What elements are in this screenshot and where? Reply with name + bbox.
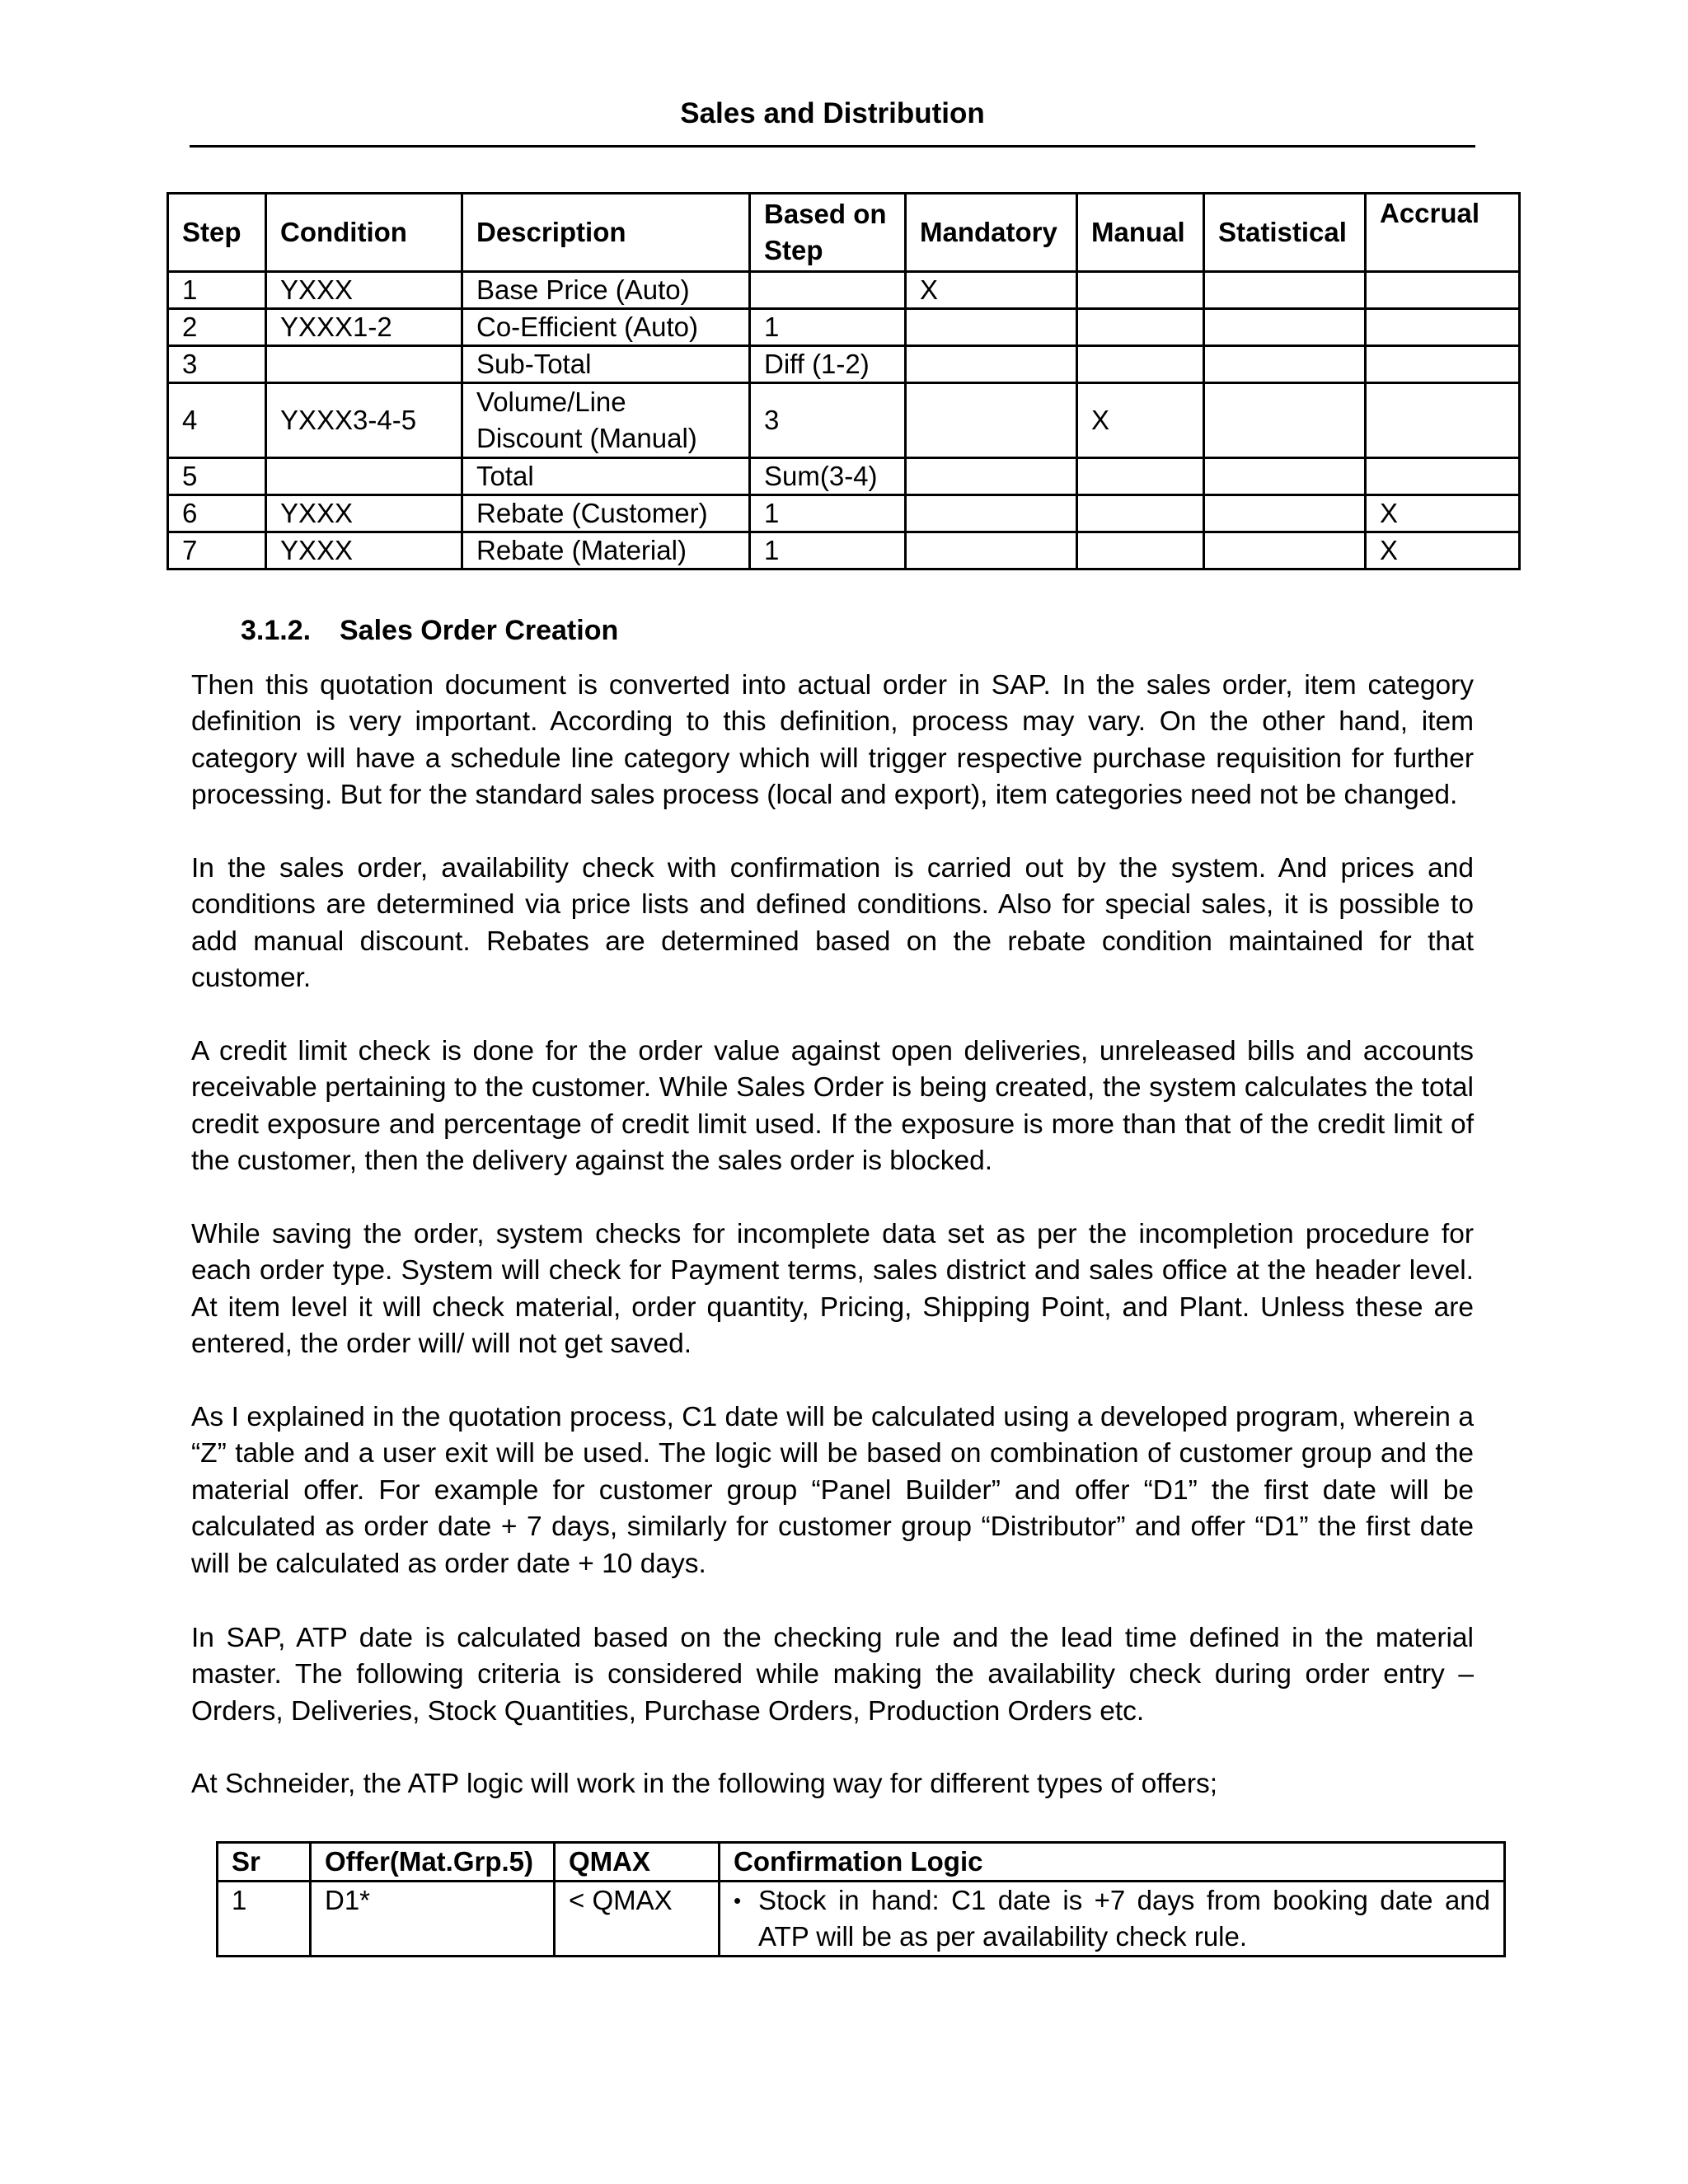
cell-step: 1 [168,272,266,309]
cell-statistical [1204,272,1366,309]
column-header-description: Description [462,194,750,272]
cell-statistical [1204,495,1366,532]
cell-based-on-step [750,272,906,309]
cell-accrual [1366,309,1520,346]
table-header-row [218,1843,1505,1882]
cell-based-on-step: 1 [750,532,906,569]
table-row [168,346,1520,383]
column-header-manual: Manual [1077,194,1204,272]
cell-step: 7 [168,532,266,569]
cell-statistical [1204,383,1366,458]
section-number: 3.1.2. [241,615,312,646]
cell-mandatory [906,495,1077,532]
cell-description: Volume/Line Discount (Manual) [462,383,750,458]
cell-accrual: X [1366,495,1520,532]
column-header-offer: Offer(Mat.Grp.5) [311,1843,555,1882]
cell-manual: X [1077,383,1204,458]
column-header-based-on-step: Based on Step [750,194,906,272]
section-title: Sales Order Creation [340,615,619,646]
paragraph-atp-logic-intro: At Schneider, the ATP logic will work in the following way for different types of offers; [191,1769,1218,1799]
cell-step: 4 [168,383,266,458]
table-row [168,458,1520,495]
cell-description: Co-Efficient (Auto) [462,309,750,346]
cell-step: 5 [168,458,266,495]
paragraph-availability-check: In the sales order, availability check with confirmation is carried out by the system. And prices and conditions are determined via price lists and defined conditions. Also for special sales, it is possible to add manual discount. Rebates are determined based on the rebate condition maintained for that customer. [191,853,1474,994]
paragraph-atp-date: In SAP, ATP date is calculated based on the checking rule and the lead time defined in the material master. The following criteria is considered while making the availability check during order entry – Orders, Deliveries, Stock Quantities, Purchase Orders, Production Orders etc. [191,1623,1474,1727]
paragraph-c1-date: As I explained in the quotation process, C1 date will be calculated using a developed program, wherein a “Z” table and a user exit will be used. The logic will be based on combination of customer group and the material offer. For example for customer group “Panel Builder” and offer “D1” the first date will be calculated as order date + 7 days, similarly for customer group “Distributor” and offer “D1” the first date will be calculated as order date + 10 days. [191,1402,1474,1579]
column-header-step: Step [168,194,266,272]
paragraph-incompletion: While saving the order, system checks for incomplete data set as per the incompletion procedure for each order type. System will check for Payment terms, sales district and sales office at the header level. At item level it will check material, order quantity, Pricing, Shipping Point, and Plant. Unless these are entered, the order will/ will not get saved. [191,1219,1474,1360]
bullet-item [734,1882,1490,1955]
cell-manual [1077,495,1204,532]
cell-description: Rebate (Customer) [462,495,750,532]
cell-mandatory: X [906,272,1077,309]
cell-manual [1077,458,1204,495]
cell-condition [266,346,462,383]
cell-statistical [1204,309,1366,346]
cell-qmax: < QMAX [555,1882,720,1957]
cell-mandatory [906,383,1077,458]
cell-condition: YXXX [266,495,462,532]
column-header-mandatory: Mandatory [906,194,1077,272]
cell-mandatory [906,346,1077,383]
cell-based-on-step: Sum(3-4) [750,458,906,495]
cell-confirmation-logic [720,1882,1505,1957]
cell-accrual: X [1366,532,1520,569]
cell-accrual [1366,383,1520,458]
atp-logic-table [216,1841,1506,1957]
cell-condition [266,458,462,495]
cell-step: 6 [168,495,266,532]
table-row [168,383,1520,458]
column-header-qmax: QMAX [555,1843,720,1882]
column-header-condition: Condition [266,194,462,272]
cell-manual [1077,346,1204,383]
cell-based-on-step: 1 [750,309,906,346]
table-row [168,495,1520,532]
column-header-sr: Sr [218,1843,311,1882]
cell-mandatory [906,458,1077,495]
cell-manual [1077,309,1204,346]
pricing-procedure-table [166,192,1521,570]
section-heading [241,615,618,647]
cell-based-on-step: Diff (1-2) [750,346,906,383]
table-header-row [168,194,1520,272]
column-header-accrual: Accrual [1366,194,1520,272]
paragraph-credit-limit: A credit limit check is done for the order value against open deliveries, unreleased bills and accounts receivable pertaining to the customer. While Sales Order is being created, the system calculates the total credit exposure and percentage of credit limit used. If the exposure is more than that of the credit limit of the customer, then the delivery against the sales order is blocked. [191,1036,1474,1177]
cell-step: 2 [168,309,266,346]
cell-accrual [1366,346,1520,383]
cell-offer: D1* [311,1882,555,1957]
cell-description: Sub-Total [462,346,750,383]
cell-based-on-step: 1 [750,495,906,532]
cell-description: Total [462,458,750,495]
cell-statistical [1204,346,1366,383]
cell-condition: YXXX [266,532,462,569]
cell-sr: 1 [218,1882,311,1957]
cell-step: 3 [168,346,266,383]
table-row [168,272,1520,309]
cell-manual [1077,532,1204,569]
cell-statistical [1204,532,1366,569]
table-row [218,1882,1505,1957]
cell-statistical [1204,458,1366,495]
cell-description: Rebate (Material) [462,532,750,569]
cell-mandatory [906,532,1077,569]
column-header-statistical: Statistical [1204,194,1366,272]
header-divider [190,145,1475,148]
cell-condition: YXXX [266,272,462,309]
paragraph-sales-order-intro: Then this quotation document is converted into actual order in SAP. In the sales order, item category definition is very important. According to this definition, process may vary. On the other hand, item category will have a schedule line category which will trigger respective purchase requisition for further processing. But for the standard sales process (local and export), item categories need not be changed. [191,670,1474,811]
cell-mandatory [906,309,1077,346]
bullet-icon: • [734,1888,742,1913]
cell-based-on-step: 3 [750,383,906,458]
table-row [168,309,1520,346]
cell-accrual [1366,458,1520,495]
cell-condition: YXXX1-2 [266,309,462,346]
page-header: Sales and Distribution [680,97,985,129]
bullet-text: Stock in hand: C1 date is +7 days from booking date and ATP will be as per availability check rule. [758,1885,1490,1952]
cell-accrual [1366,272,1520,309]
column-header-confirmation-logic: Confirmation Logic [720,1843,1505,1882]
cell-manual [1077,272,1204,309]
cell-condition: YXXX3-4-5 [266,383,462,458]
cell-description: Base Price (Auto) [462,272,750,309]
table-row [168,532,1520,569]
